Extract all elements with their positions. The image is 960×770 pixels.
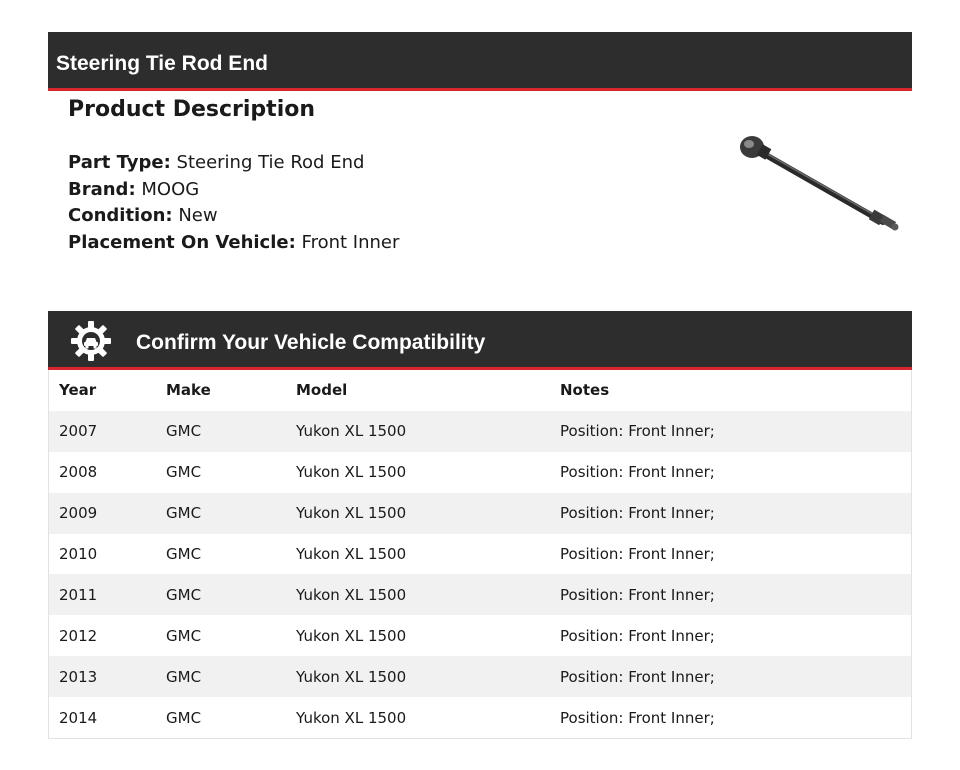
cell-make: GMC [166, 708, 202, 727]
table-row [49, 493, 911, 534]
cell-model: Yukon XL 1500 [296, 626, 407, 645]
cell-make: GMC [166, 422, 202, 441]
spec-key: Part Type: [68, 152, 171, 173]
cell-model: Yukon XL 1500 [296, 708, 407, 727]
spec-brand [68, 177, 399, 204]
col-header-notes: Notes [560, 381, 610, 400]
table-row [49, 411, 911, 452]
cell-year: 2010 [59, 545, 98, 563]
cell-notes: Position: Front Inner; [560, 504, 715, 523]
spec-key: Brand: [68, 178, 136, 200]
cell-year: 2014 [59, 708, 98, 727]
cell-year: 2007 [59, 422, 98, 441]
compat-header-title: Confirm Your Vehicle Compatibility [136, 331, 486, 354]
col-header-make: Make [166, 381, 211, 400]
col-header-model: Model [296, 381, 348, 400]
spec-condition [68, 203, 399, 230]
compat-header-bar [48, 311, 912, 370]
cell-notes: Position: Front Inner; [560, 585, 715, 604]
table-row [49, 574, 911, 615]
spec-placement [68, 230, 399, 257]
spec-part-type [68, 150, 399, 177]
cell-make: GMC [166, 504, 202, 523]
cell-year: 2012 [59, 626, 98, 645]
tie-rod-product-image [735, 128, 905, 238]
product-description-heading: Product Description [68, 97, 316, 122]
cell-make: GMC [166, 585, 202, 604]
cell-model: Yukon XL 1500 [296, 545, 407, 563]
table-row [49, 452, 911, 493]
table-row [49, 615, 911, 656]
cell-year: 2011 [59, 585, 98, 604]
cell-model: Yukon XL 1500 [296, 504, 407, 523]
spec-key: Condition: [68, 205, 173, 226]
cell-notes: Position: Front Inner; [560, 626, 715, 645]
cell-make: GMC [166, 667, 202, 686]
spec-value: Front Inner [301, 231, 400, 253]
table-header-row [49, 370, 911, 411]
spec-value: New [178, 205, 218, 226]
table-row [49, 697, 911, 738]
col-header-year: Year [59, 381, 97, 400]
cell-year: 2009 [59, 504, 98, 523]
cell-notes: Position: Front Inner; [560, 708, 715, 727]
spec-value: Steering Tie Rod End [176, 152, 365, 173]
cell-make: GMC [166, 463, 202, 482]
spec-value: MOOG [141, 178, 200, 200]
table-row [49, 534, 911, 575]
cell-notes: Position: Front Inner; [560, 463, 715, 482]
cell-notes: Position: Front Inner; [560, 422, 715, 441]
product-header-title: Steering Tie Rod End [56, 52, 268, 75]
cell-model: Yukon XL 1500 [296, 463, 407, 482]
cell-year: 2013 [59, 667, 98, 686]
cell-make: GMC [166, 545, 202, 563]
compatibility-table [48, 370, 912, 739]
cell-make: GMC [166, 626, 202, 645]
gear-car-icon [69, 319, 113, 363]
cell-notes: Position: Front Inner; [560, 545, 715, 563]
cell-year: 2008 [59, 463, 98, 482]
product-spec-list [68, 150, 399, 256]
cell-notes: Position: Front Inner; [560, 667, 715, 686]
spec-key: Placement On Vehicle: [68, 231, 296, 253]
product-header-bar [48, 32, 912, 91]
table-row [49, 656, 911, 697]
cell-model: Yukon XL 1500 [296, 422, 407, 441]
cell-model: Yukon XL 1500 [296, 585, 407, 604]
cell-model: Yukon XL 1500 [296, 667, 407, 686]
